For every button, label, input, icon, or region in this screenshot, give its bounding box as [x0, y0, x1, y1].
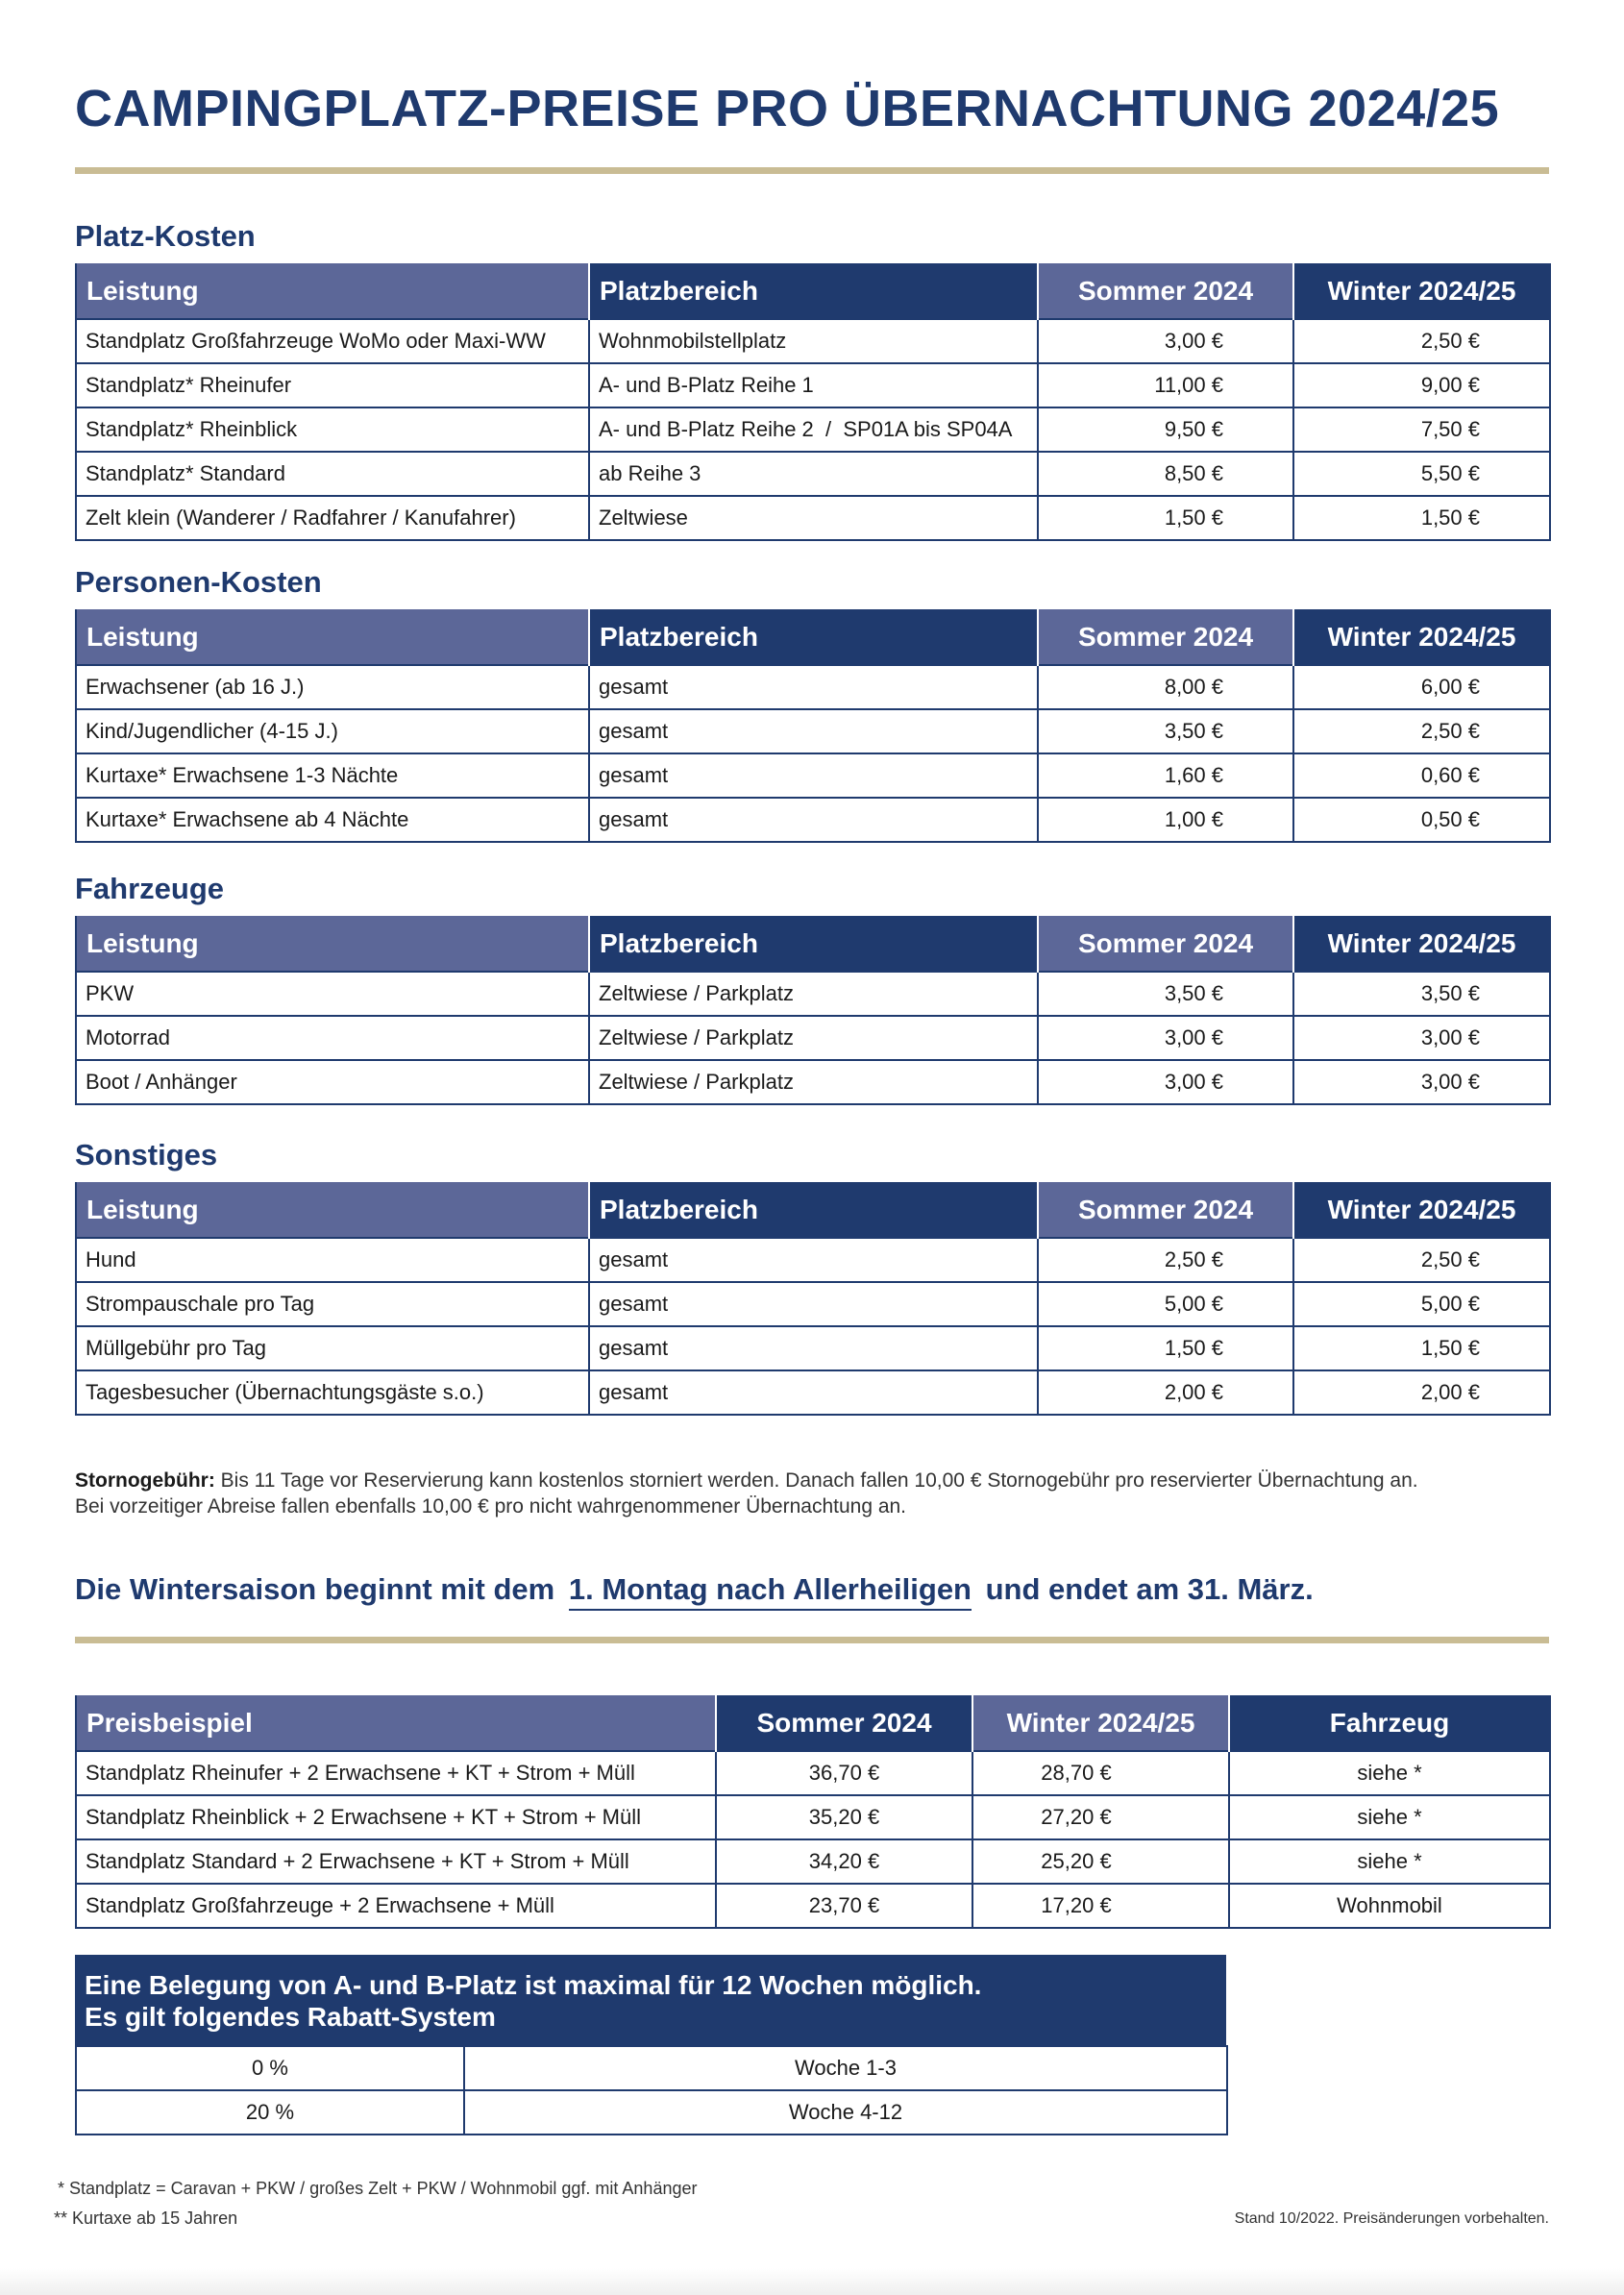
header-leistung: Leistung [76, 1182, 589, 1238]
header-leistung: Leistung [76, 263, 589, 319]
section-title-fahrzeuge: Fahrzeuge [75, 872, 225, 905]
header-winter: Winter 2024/25 [1293, 609, 1550, 665]
table-row: PKW Zeltwiese / Parkplatz 3,50 € 3,50 € [76, 972, 1550, 1016]
table-row: Standplatz Rheinufer + 2 Erwachsene + KT + Strom + Müll 36,70 € 28,70 € siehe * [76, 1751, 1550, 1795]
header-leistung: Leistung [76, 916, 589, 972]
header-winter: Winter 2024/25 [1293, 263, 1550, 319]
footnote-standplatz: * Standplatz = Caravan + PKW / großes Zelt + PKW / Wohnmobil ggf. mit Anhänger [58, 2179, 698, 2198]
cancellation-note [75, 1468, 1418, 1519]
header-sommer: Sommer 2024 [1038, 263, 1293, 319]
cancellation-text-2: Bei vorzeitiger Abreise fallen ebenfalls 10,00 € pro nicht wahrgenommener Übernachtung an. [75, 1495, 907, 1518]
header-platzbereich: Platzbereich [589, 1182, 1038, 1238]
cancellation-label: Stornogebühr: [75, 1469, 215, 1492]
section-title-personen-kosten: Personen-Kosten [75, 565, 322, 599]
table-row: Standplatz Großfahrzeuge WoMo oder Maxi-WW Wohnmobilstellplatz 3,00 € 2,50 € [76, 319, 1550, 363]
winter-divider [75, 1637, 1549, 1643]
section-title-sonstiges: Sonstiges [75, 1138, 218, 1172]
table-sonstiges [75, 1182, 1551, 1416]
table-row: Boot / Anhänger Zeltwiese / Parkplatz 3,00 € 3,00 € [76, 1060, 1550, 1104]
table-row: Müllgebühr pro Tag gesamt 1,50 € 1,50 € [76, 1326, 1550, 1370]
header-sommer: Sommer 2024 [1038, 609, 1293, 665]
table-row: Zelt klein (Wanderer / Radfahrer / Kanufahrer) Zeltwiese 1,50 € 1,50 € [76, 496, 1550, 540]
table-row: Hund gesamt 2,50 € 2,50 € [76, 1238, 1550, 1282]
table-row: 0 % Woche 1-3 [76, 2046, 1227, 2090]
winter-season-link[interactable]: 1. Montag nach Allerheiligen [569, 1572, 972, 1611]
table-row: Standplatz* Rheinblick A- und B-Platz Reihe 2 / SP01A bis SP04A 9,50 € 7,50 € [76, 407, 1550, 452]
table-fahrzeuge [75, 916, 1551, 1105]
table-price-examples [75, 1695, 1551, 1929]
discount-box [75, 1955, 1226, 2135]
table-row: Motorrad Zeltwiese / Parkplatz 3,00 € 3,00 € [76, 1016, 1550, 1060]
table-row: Standplatz Standard + 2 Erwachsene + KT + Strom + Müll 34,20 € 25,20 € siehe * [76, 1839, 1550, 1884]
table-row: Standplatz Rheinblick + 2 Erwachsene + KT + Strom + Müll 35,20 € 27,20 € siehe * [76, 1795, 1550, 1839]
winter-season-notice: Die Wintersaison beginnt mit dem 1. Montag nach Allerheiligen und endet am 31. März. [75, 1572, 1314, 1611]
header-sommer: Sommer 2024 [1038, 1182, 1293, 1238]
page-bottom-shade [0, 2268, 1624, 2295]
header-preisbeispiel: Preisbeispiel [76, 1695, 716, 1751]
table-platz-kosten [75, 263, 1551, 541]
header-sommer: Sommer 2024 [1038, 916, 1293, 972]
table-row: Standplatz Großfahrzeuge + 2 Erwachsene + Müll 23,70 € 17,20 € Wohnmobil [76, 1884, 1550, 1928]
footnote-kurtaxe: ** Kurtaxe ab 15 Jahren [54, 2209, 238, 2228]
table-row: Kurtaxe* Erwachsene 1-3 Nächte gesamt 1,60 € 0,60 € [76, 753, 1550, 798]
header-leistung: Leistung [76, 609, 589, 665]
header-fahrzeug: Fahrzeug [1229, 1695, 1550, 1751]
header-platzbereich: Platzbereich [589, 916, 1038, 972]
table-row: Standplatz* Standard ab Reihe 3 8,50 € 5,50 € [76, 452, 1550, 496]
header-platzbereich: Platzbereich [589, 263, 1038, 319]
section-title-platz-kosten: Platz-Kosten [75, 219, 256, 253]
table-row: Strompauschale pro Tag gesamt 5,00 € 5,00 € [76, 1282, 1550, 1326]
table-row: Standplatz* Rheinufer A- und B-Platz Reihe 1 11,00 € 9,00 € [76, 363, 1550, 407]
table-row: 20 % Woche 4-12 [76, 2090, 1227, 2135]
table-row: Kurtaxe* Erwachsene ab 4 Nächte gesamt 1,00 € 0,50 € [76, 798, 1550, 842]
title-divider [75, 167, 1549, 174]
table-row: Tagesbesucher (Übernachtungsgäste s.o.) gesamt 2,00 € 2,00 € [76, 1370, 1550, 1415]
header-sommer: Sommer 2024 [716, 1695, 972, 1751]
table-discount [75, 2045, 1228, 2135]
header-winter: Winter 2024/25 [972, 1695, 1229, 1751]
discount-header: Eine Belegung von A- und B-Platz ist maximal für 12 Wochen möglich. Es gilt folgendes Rabatt-System [75, 1955, 1226, 2045]
stand-note: Stand 10/2022. Preisänderungen vorbehalten. [1234, 2210, 1549, 2227]
table-row: Kind/Jugendlicher (4-15 J.) gesamt 3,50 € 2,50 € [76, 709, 1550, 753]
header-platzbereich: Platzbereich [589, 609, 1038, 665]
header-winter: Winter 2024/25 [1293, 916, 1550, 972]
cancellation-text-1: Bis 11 Tage vor Reservierung kann kostenlos storniert werden. Danach fallen 10,00 € Stornogebühr pro reservierter Übernachtung an. [214, 1469, 1418, 1492]
table-personen-kosten [75, 609, 1551, 843]
page-title: CAMPINGPLATZ-PREISE PRO ÜBERNACHTUNG 2024/25 [75, 80, 1500, 137]
header-winter: Winter 2024/25 [1293, 1182, 1550, 1238]
table-row: Erwachsener (ab 16 J.) gesamt 8,00 € 6,00 € [76, 665, 1550, 709]
